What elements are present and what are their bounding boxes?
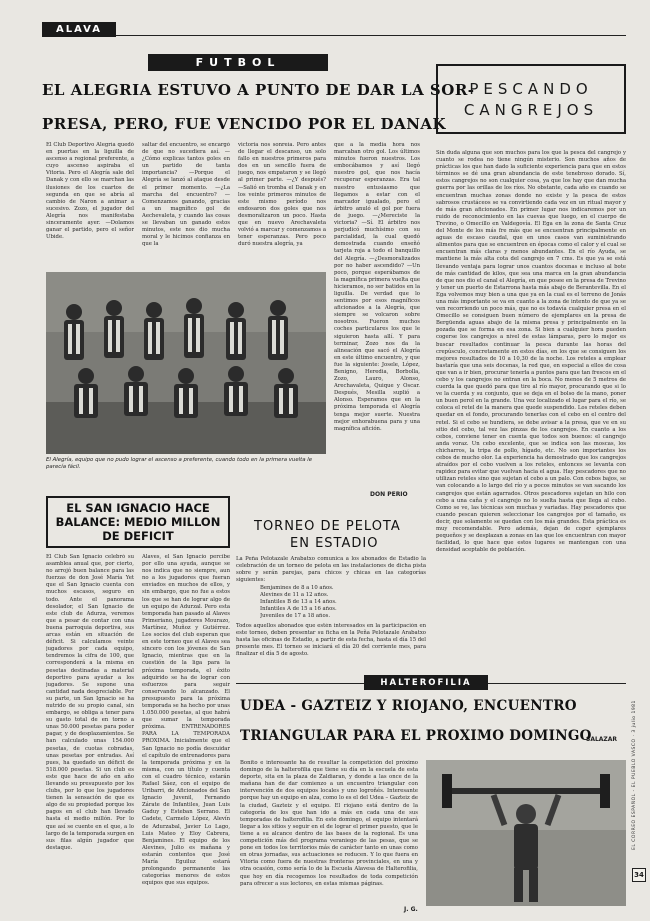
futbol-col1: El Club Deportivo Alegría quedó en puertas en la liguilla de ascenso a regional preferente, a cuyo ascenso aspiraba el Vitoria. Pero el Alegría sale del Danak y con ello se marchan las ilusiones de los cuartos de segunda en que se abría al cambio de Naron a animar a sucesivo. Zozo, el jugador del Alegría nos manifestaba sinceramente ayer. —Dolamos ganar el partido, pero el señor Ubide. [46, 142, 134, 241]
halterofilia-signature: J. G. [404, 906, 418, 913]
futbol-headline-line2: PRESA, PERO, FUE VENCIDO POR EL DANAK [42, 115, 447, 133]
section-label-text: ALAVA [56, 24, 102, 35]
pelota-headline-line1: TORNEO DE PELOTA [254, 519, 401, 534]
pelota-category: Juveniles de 17 a 18 años. [260, 613, 331, 620]
pelota-category: Infantiles A de 15 a 16 años. [260, 606, 337, 613]
futbol-col3: victoria nos sonreía. Pero antes de llegar el descanso, un solo fallo en nuestros primeros para dos en un sencillo fuera de juego, nos empataron y se llegó al primer parte. —¿Y después? —Salió en tromba el Danak y en los veinte primeros minutos de este mismo período nos endosaron dos goles que nos desmoralizaron un poco. Hasta que en nuevo Arechavaleta volvió a marcar y comenzamos a tener esperanzas. Pero poco duró nuestra alegría, ya [238, 142, 326, 248]
pelota-category: Alevines de 11 a 12 años. [260, 592, 329, 599]
team-photo [46, 272, 326, 454]
futbol-section-title: FUTBOL [195, 56, 281, 69]
pescando-signature: SALAZAR [586, 736, 618, 743]
page-number: 34 [632, 868, 646, 882]
san-ignacio-col2: Alaves, el San Ignacio percibe por ello una ayuda, aunque se nos indica que no siempre, aun no a los jugadores que fueran enviados en muchos de ellos, y sin embargo, que no fue a estos los que se han de lograr algo de un equipo de Adurzal. Pero esta temporada han pasado al Alaves Primeriano, jugadores Mourazo, Martínez, Muñoz y Gutiérrez. Los socios del club esperan que en este torneo que el Alaves sea sincero con los jóvenes de San Ignacio, mientras que en la cuestión de la liga para la próxima temporada, el éxito adquirido se ha de lograr con esfuerzos para seguir conservando lo alcanzado. El presupuesto para la próxima temporada se ha hecho por unas 1.050.000 pesetas, al que habrá que sumar la temporada próxima. ENTRENADORES PARA LA TEMPORADA PROXIMA. Inicialmente que el San Ignacio no podía descuidar el capítulo de entrenadores para la temporada próxima y en la misma, con un título y cuenta con el cuadro técnico, estarán Rafael Sáez, con el equipo de Uribarri, de Aficionados del San Ignacio Juvenil, Fernando Zárate de Infantiles, Juan Luis Gaduy y Esteban Serrano. El Cadete, Carmelo López, Alevín de Adurzabal, Javier Lo Lago, Luis Mateo y Eloy Cabrera, Benjamines. El equipo de los Alevines, Julio es mañana y estarán contentos que José María Eguiluz estará prolongando permanente las categorías menores de estos equipos que sus equipos. [142, 554, 230, 887]
pescando-title-line1: PESCANDO [469, 79, 593, 98]
pelota-body: Todos aquellos abonados que estén interesados en la participación en este torneo, deben presentar su ficha en la Peña Pelotazale Arabatxo hasta las oficinas de Estadio, a partir de esta fecha, hasta el día 15 del presente mes. El torneo se iniciará el día 20 del corriente mes, para finalizar el día 5 de agosto. [236, 623, 426, 658]
san-ignacio-col1: El Club San Ignacio celebró su asamblea anual que, por cierto, no arrojó buen balance para las fuerzas de don José María Yet que el San Ignacio cuenta con muchos escasos, seguro en todo. Ante el panorama desolador, el San Ignacio de este club de Adurza, veremos que a pesar de contar con una buena parroquia deportiva, sus arcas están en situación de déficit. Si calculamos veinte jugadores por cada equipo, tendremos la cifra de 100, que corresponderá a la misma en pesetas destinadas a material deportivo para ayudar a los jugadores. Se supone una cantidad nada despreciable. Por su parte, un San Ignacio se ha nutrido de su propio canal, sin embargo, se obliga a tener para su gasto total de en torno a unas 50.000 pesetas para poder pagar, y de desplazamientos. Se han calculado unas 154.000 pesetas, de cuotas cobradas, unas pesetas por entradas. Así pues, ha quedado un déficit de 518.000 pesetas. Si un club es este que hace de año en año llevando su presupuesto por los clubs, por lo que los jugadores tienen la sensación de que es algo de su propiedad porque los pagos en el club han llevado hasta el medio millón. Por lo que así se cuente en el que, a lo largo de la temporada surgen en sus filas algún jugador que destaque. [46, 554, 134, 851]
top-rule [116, 35, 626, 36]
pescando-title-box [436, 64, 626, 134]
weightlifter-photo [426, 760, 626, 906]
futbol-section-bar [148, 54, 328, 71]
san-ignacio-headline: EL SAN IGNACIO HACE BALANCE: MEDIO MILLON DE DEFICIT [55, 501, 221, 543]
halterofilia-body: Bonito e interesante ha de resultar la competición del próximo domingo de la halterofilia que tiene su día en la escuela de esta deporte, sita en la plaza de Zaldiaran, y donde a las once de la mañana han de dar comienzo a un encuentro triangular con intervención de dos equipos locales y uno logroñés. Interesante porque hay un equipo en alza, como lo es el del Udea – Gazteiz de la ciudad, Gazteiz y el equipo. El riojano está dentro de la categoría de los que han ido a más en cada una de sus temporadas de halterofilia. En este domingo, el equipo intentará llegar a los sitios y seguir en el de lograr el primer puesto, que le tiene a su alcance dentro de las bases de la regional. Es una competición más del programa veraniego de las pesas, que se pone en todos los territorios más de carácter tanto en unas como en otras jornadas, sus actuaciones se reducen. Y lo que fuera en Vitoria como fuera de nuestras fronteras provinciales, en una y otra ocasión, como sería lo de la Escuela Alavesa de Halterofilia, que hoy en día recogemos los resultados de toda competición para ofrecer a sus lectores, en estas mismas páginas. [240, 760, 418, 887]
halterofilia-section-title: HALTEROFILIA [380, 677, 472, 688]
team-photo-illustration [46, 272, 326, 454]
futbol-headline-line1: EL ALEGRIA ESTUVO A PUNTO DE DAR LA SOR- [42, 81, 475, 99]
futbol-col4: que a la media hora nos marcaban otro gol. Los últimos minutos fueron nuestros. Los embocábamos y así llegó nuestro gol, que nos hacía recuperar esperanzas. Era tal nuestro entusiasmo que llegamos a estar con el marcador igualado, pero el árbitro anuló el gol por fuera de juego. —¿Mereciste la victoria? —Sí. El árbitro nos perjudicó muchísimo con su parcialidad, la cual quedó demostrada cuando enseñó tarjeta roja a todo el banquillo del Alegría. —¿Desmoralizados por no haber ascendido? —Un poco, porque esperábamos de la magnífica primera vuelta que hicieramos, no ser batidos en la liguilla. De verdad que lo sentimos por esos magníficos aficionados a la Alegría, que siempre se volcaron sobre nosotros. Fueron muchos coches particulares los que le siguieron hasta allí. Y para terminar, Zozo nos da la alineación que sacó el Alegría en este último encuentro, y que fue la siguiente: Josele, López, Benigno, Heredia, Borbolla, Zozo, Lauro, Alonso, Arechavaleta, Quique y Oscar. Después, Mesilla suplió a Alonso. Esperamos que en la próxima temporada el Alegría tenga mejor suerte. Nuestra mejor enhorabuena para y una magnífica afición. [334, 142, 420, 432]
halterofilia-section-bar [364, 675, 488, 690]
san-ignacio-headline-box [46, 496, 230, 548]
pelota-category: Infantiles B de 13 a 14 años. [260, 599, 337, 606]
futbol-col2: saltar del encuentro, se encargó de que no sucediera así. —¿Cómo explicas tantos goles en un partido de tanta importancia? —Porque el Alegría se lanzó al ataque desde el primer momento. —¿La marcha del encuentro? —Comenzamos ganando, gracias a un magnífico gol de Aechevaleta, y cuando las cosas se llevaban un ganado estos minutos, este nos dio mucha moral y le hicimos confianza en que la [142, 142, 230, 248]
section-label [42, 22, 116, 37]
pelota-categories [260, 585, 420, 620]
halterofilia-headline-line2: TRIANGULAR PARA EL PROXIMO DOMINGO [240, 728, 592, 744]
futbol-signature: DON PERIO [370, 491, 408, 498]
team-photo-caption: El Alegría, equipo que no pudo lograr el ascenso a preferente, cuando todo en la primera vuelta le parecía fácil. [46, 457, 313, 470]
pelota-category: Benjamines de 8 a 10 años. [260, 585, 334, 591]
pelota-headline-line2: EN ESTADIO [290, 536, 379, 551]
halterofilia-headline-line1: UDEA - GAZTEIZ Y RIOJANO, ENCUENTRO [240, 698, 577, 714]
side-folio: EL CORREO ESPAÑOL - EL PUEBLO VASCO · 3 julio 1981 [632, 700, 637, 850]
pelota-intro: La Peña Pelotazale Arabatxo comunica a los abonados de Estadio la celebración de un torneo de pelota en las instalaciones de dicha pista sobre y serán parejas, para chicos y chicas en las categorías siguientes: [236, 556, 426, 584]
pescando-title-line2: CANGREJOS [463, 100, 599, 119]
weightlifter-photo-illustration [426, 760, 626, 906]
pescando-body: Sin duda alguna que son muchos para los que la pesca del cangrejo y cuanto se rodea no tiene ningún misterio. Son muchos años de prácticas los que han dado la suficiente experiencia para que en estos términos se dé una gran abundancia de este tenebroso dorado. Sí, estos cangrejos no son cualquier cosa, ya que los hay que dan mucha guerra por las orillas de los ríos. No obstante, cada año es cuando se encuentran muchas zonas donde no existe y la pesca de estos sabrosos crustáceos se va convirtiendo cada vez en un ritual mayor y de más gran aficionados. En primer lugar nos indicaremos por un ruido de reconocimiento en las cuevas que luego, en el cuerpo de Trevino, o Omecillo en Valdegovía. El Ega en la zona de Santa Cruz del Monte de los más fre más que se encuentran principalmente en aguas de escaso caudal, que en unos casos van suministrando alimentos para que se encuentren en épocas como el calor y el cual se encuentran más claras y menos abundantes. En el río Ayuda, se mantiene la más alta cota del cangrejo en 7 cms. Es que ya se está llevando ventaja para lograr unos cuantos docenas e incluso al bote de más cantidad de kilos, que sea una marca en la gran abundancia de que nos dio el canal el Alegría, en que posee en la presa de Trevino y tener un puerto de Estarrona hasta más abajo de Berantevilla. En el Ega volvemos muy bien a una que ya en la cual es el terreno de Jonás una más importante se va en cuanto a la zona de intento de que ya se ven recorriendo un poco más, que no es todavía cualquier presa en el Omecillo se consiguen buen número de ejemplares en la presa de Bergüenda aguas abajo de la misma presa y principalmente en la pozada que se forma en esa zona. Si bien a cualquier hora pueden cogerse los cangrejos a nivel de estas lámparas, pero lo mejor es buscar resultados continuar la pesca durante las horas del crepúsculo, concretamente en estos días, en los que se consiguen los mejores resultados de 10 a 10,30 de la noche. Los reteles a emplear bastaría que una seis docenas, la red que, en especial a ellos de cosa que van a ir bien, procurar tenerla a puntos para que tan frescos en el cebo y los cangrejos no entran en la boca. No menos de 5 metros de cuerda la que quedó para que tire al río mayor, procurando que si lo ve la cuerda y su conjunto, que se deja en el bolso de la mano, poner un buen perol en la grande. Una vez localizado el lugar para el río, se coloca el retel de la manera que quede suspendido. Los reteles deben quedar en el fondo, procurando tenerlas con el cebo en el centro del retel. Si el cebo se hundiera, se debe avisar a la presa, que ve en su sitio del cebo, tal vez las pinzas de los cangrejos. En cuanto a los cebos, conviene tener en cuenta que todos son buenos: el cangrejo anda voraz. Un cebo excelente, que se indica son las moscas, los chicharros, la tripa de pollo, hígado, etc. No son importantes los cebos de mucho olor. La experiencia ha demostrado que los cangrejos atraídos por el cebo vuelven a los reteles, entonces se levanta con rapidez para evitar que vuelvan hacia el agua. Hay pescadores que no utilizan reteles sino que sujetan el cebo a un palo. Con cebos bajos, se van colocando a lo largo del río y a pocos minutos se van sacando los cangrejos que están agarrados. Otros pescadores sujetan un hilo con cebo a una caña y el cangrejo no lo suelta hasta que llega al cubo. Como se ve, las técnicas son muchas y variadas. Hay pescadores que cuando pescan quieren seleccionar los cangrejos por el tamaño, es decir, que solamente se quedan con los más grandes. Esta práctica es muy recomendable. Pero además, dejan de coger ejemplares pequeños y se desplazan a zonas en las que los encuentran con mayor facilidad, lo que hace que estos lugares se mantengan con una densidad aceptable de población. [436, 150, 626, 554]
